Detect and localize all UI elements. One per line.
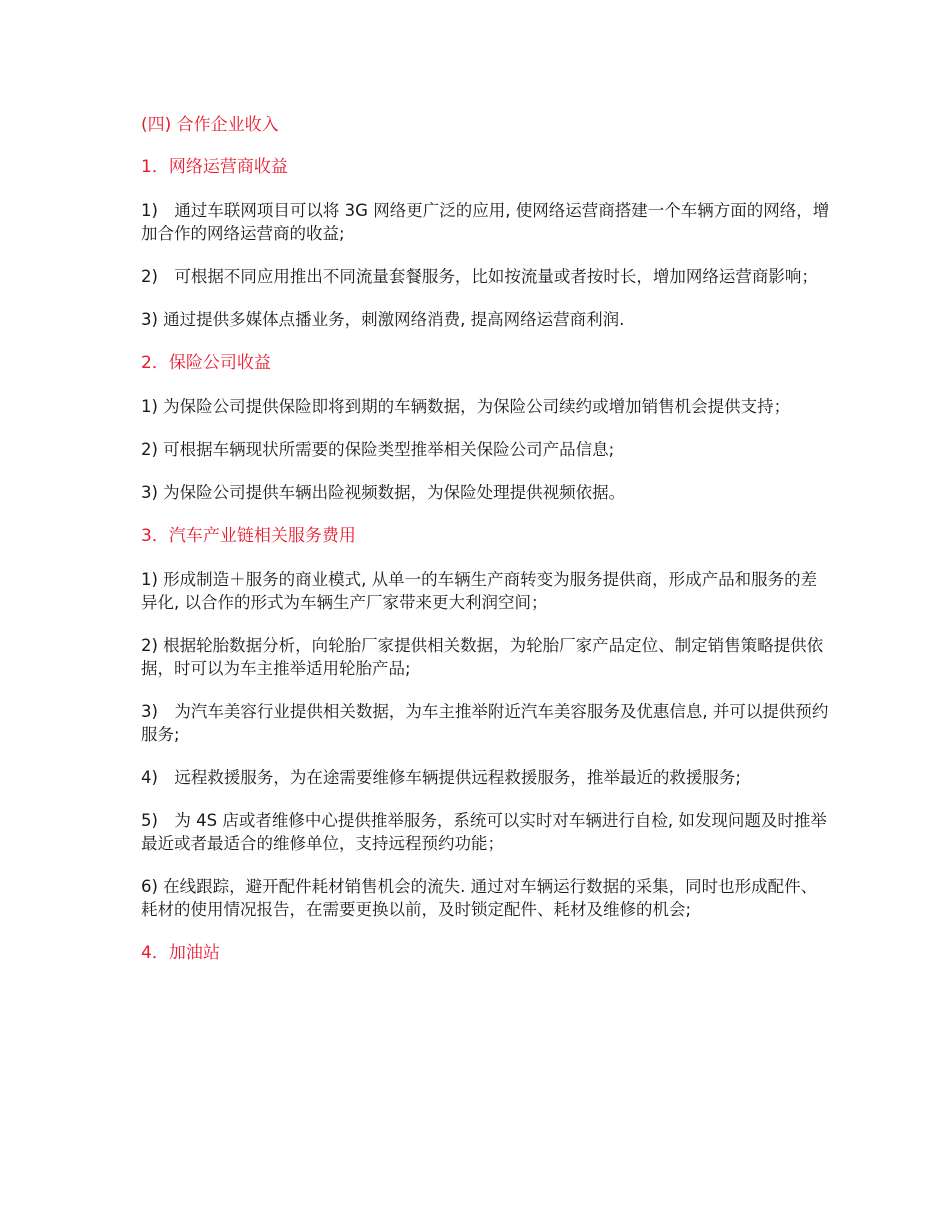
paragraph: 2) 可根据车辆现状所需要的保险类型推举相关保险公司产品信息; (141, 440, 615, 459)
paragraph: 1) 形成制造＋服务的商业模式, 从单一的车辆生产商转变为服务提供商，形成产品和服务的差异化, 以合作的形式为车辆生产厂家带来更大利润空间； (141, 570, 818, 612)
section-heading: (四) 合作企业收入 (141, 115, 279, 135)
paragraph: 1) 通过车联网项目可以将 3G 网络更广泛的应用, 使网络运营商搭建一个车辆方面的网络，增加合作的网络运营商的收益; (141, 201, 830, 243)
subsection-title: 2．保险公司收益 (141, 353, 271, 373)
paragraph: 2) 可根据不同应用推出不同流量套餐服务，比如按流量或者按时长，增加网络运营商影响； (141, 267, 818, 286)
section-gas-station (141, 941, 831, 965)
paragraph: 3) 为汽车美容行业提供相关数据，为车主推举附近汽车美容服务及优惠信息, 并可以提供预约服务; (141, 702, 829, 744)
section-auto-industry (141, 524, 831, 921)
paragraph: 1) 为保险公司提供保险即将到期的车辆数据，为保险公司续约或增加销售机会提供支持； (141, 397, 791, 416)
paragraph: 4) 远程救援服务，为在途需要维修车辆提供远程救援服务，推举最近的救援服务; (141, 768, 741, 787)
paragraph: 2) 根据轮胎数据分析，向轮胎厂家提供相关数据，为轮胎厂家产品定位、制定销售策略提供依据，时可以为车主推举适用轮胎产品; (141, 636, 824, 678)
section-insurance (141, 351, 831, 504)
paragraph: 6) 在线跟踪，避开配件耗材销售机会的流失. 通过对车辆运行数据的采集，同时也形成配件、耗材的使用情况报告，在需要更换以前，及时锁定配件、耗材及维修的机会; (141, 877, 818, 919)
subsection-title: 1．网络运营商收益 (141, 157, 288, 177)
section-network-operator (141, 155, 831, 331)
subsection-title: 3．汽车产业链相关服务费用 (141, 526, 356, 546)
paragraph: 3) 为保险公司提供车辆出险视频数据，为保险处理提供视频依据。 (141, 483, 626, 502)
subsection-title: 4．加油站 (141, 943, 220, 963)
paragraph: 5) 为 4S 店或者维修中心提供推举服务，系统可以实时对车辆进行自检, 如发现问题及时推举最近或者最适合的维修单位，支持远程预约功能； (141, 811, 827, 853)
paragraph: 3) 通过提供多媒体点播业务，刺激网络消费, 提高网络运营商利润. (141, 310, 625, 329)
document-page (141, 113, 831, 985)
